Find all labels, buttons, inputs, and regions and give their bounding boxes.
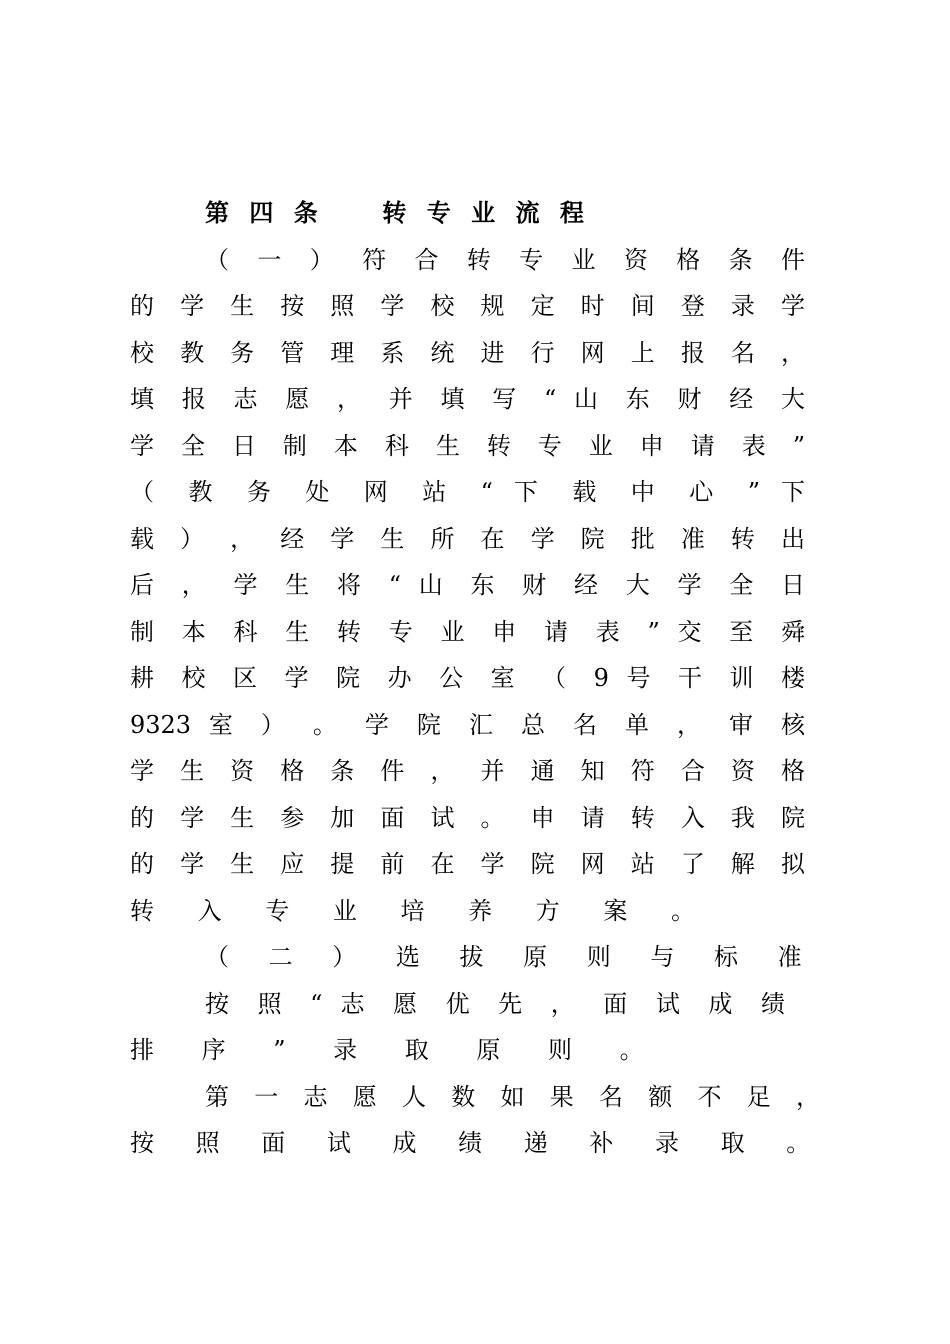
paragraph-line: 的 学 生 按 照 学 校 规 定 时 间 登 录 学 [130,292,805,320]
paragraph-line: （ 教 务 处 网 站 “ 下 载 中 心 ” 下 [130,478,805,506]
paragraph-line: 填 报 志 愿 ， 并 填 写 “ 山 东 财 经 大 [130,385,805,413]
paragraph-line: 按 照 “ 志 愿 优 先 ， 面 试 成 绩 [205,990,785,1018]
article-heading: 第 四 条 转 专 业 流 程 [205,198,590,227]
paragraph-line: 第 一 志 愿 人 数 如 果 名 额 不 足 ， [205,1083,820,1111]
paragraph-line: 的 学 生 参 加 面 试 。 申 请 转 入 我 院 [130,804,805,832]
paragraph-line: 排 序 ” 录 取 原 则 。 [130,1036,664,1064]
paragraph-line: 校 教 务 管 理 系 统 进 行 网 上 报 名 ， [130,339,805,367]
section-heading: （ 二 ） 选 拔 原 则 与 标 准 [205,943,818,971]
paragraph-line: 载 ） ， 经 学 生 所 在 学 院 批 准 转 出 [130,525,805,553]
paragraph-line: 后 ， 学 生 将 “ 山 东 财 经 大 学 全 日 [130,571,805,599]
paragraph-line: 转 入 专 业 培 养 方 案 。 [130,897,714,925]
paragraph-line: 9323 室 ） 。 学 院 汇 总 名 单 ， 审 核 [130,711,805,739]
paragraph-line: 按 照 面 试 成 绩 递 补 录 取 。 [130,1129,828,1157]
paragraph-line: 耕 校 区 学 院 办 公 室 （ 9 号 干 训 楼 [130,664,805,692]
paragraph-line: 的 学 生 应 提 前 在 学 院 网 站 了 解 拟 [130,850,805,878]
paragraph-line: （ 一 ） 符 合 转 专 业 资 格 条 件 [205,246,805,274]
paragraph-line: 学 生 资 格 条 件 ， 并 通 知 符 合 资 格 [130,757,805,785]
paragraph-line: 学 全 日 制 本 科 生 转 专 业 申 请 表 ” [130,432,805,460]
paragraph-line: 制 本 科 生 转 专 业 申 请 表 ” 交 至 舜 [130,618,805,646]
